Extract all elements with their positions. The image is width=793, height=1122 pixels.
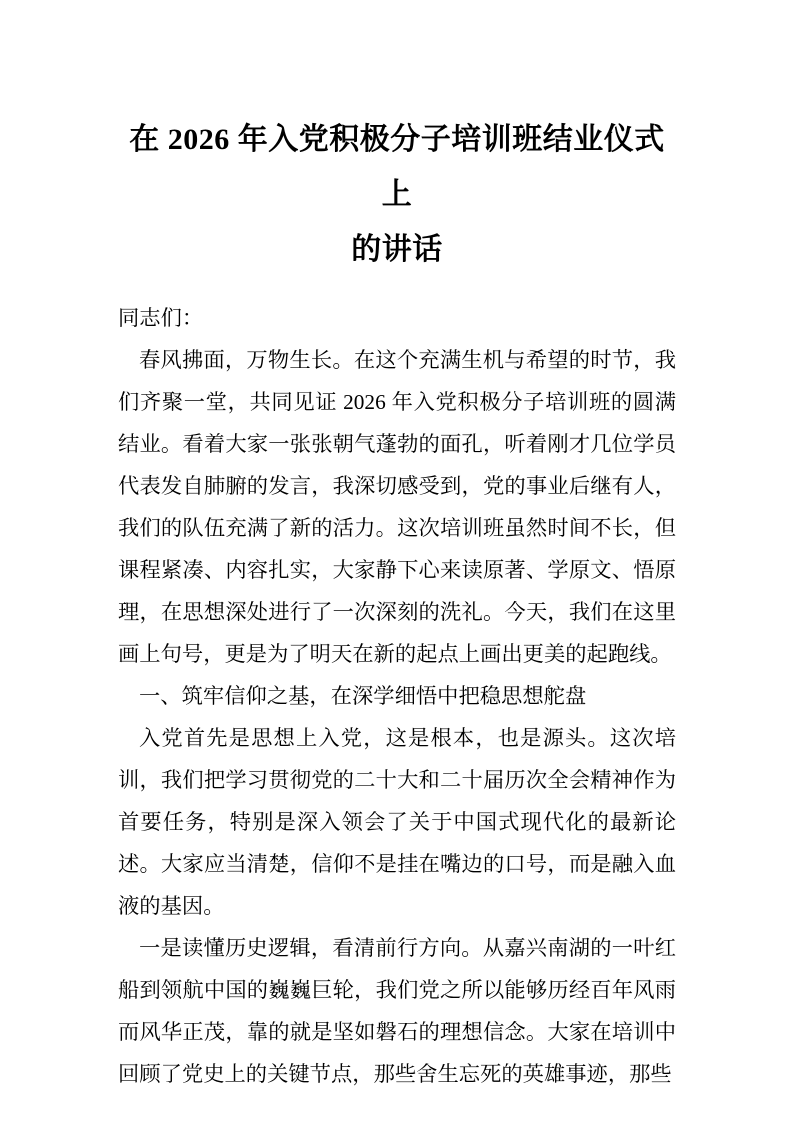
paragraph-point-1: 一是读懂历史逻辑，看清前行方向。从嘉兴南湖的一叶红船到领航中国的巍巍巨轮，我们党之所以能够历经百年风雨而风华正茂，靠的就是坚如磐石的理想信念。大家在培训中回顾了党史上的关键节点，那些舍生忘死的英雄事迹，那些: [118, 936, 676, 1086]
paragraph-section-1: 入党首先是思想上入党，这是根本，也是源头。这次培训，我们把学习贯彻党的二十大和二十届历次全会精神作为首要任务，特别是深入领会了关于中国式现代化的最新论述。大家应当清楚，信仰不是挂在嘴边的口号，而是融入血液的基因。: [118, 726, 676, 918]
paragraph-opening: 春风拂面，万物生长。在这个充满生机与希望的时节，我们齐聚一堂，共同见证 2026 年入党积极分子培训班的圆满结业。看着大家一张张朝气蓬勃的面孔，听着刚才几位学员代表发自肺腑的发言，我深切感受到，党的事业后继有人，我们的队伍充满了新的活力。这次培训班虽然时间不长，但课程紧凑、内容扎实，大家静下心来读原著、学原文、悟原理，在思想深处进行了一次深刻的洗礼。今天，我们在这里画上句号，更是为了明天在新的起点上画出更美的起跑线。: [118, 348, 676, 666]
document-body: [118, 297, 676, 1095]
document-title-line-2: 的讲话: [351, 233, 443, 266]
document-title-line-1: 在 2026 年入党积极分子培训班结业仪式上: [129, 123, 665, 211]
document-title: [118, 112, 676, 277]
salutation: 同志们：: [118, 306, 204, 330]
section-heading-1: 一、筑牢信仰之基，在深学细悟中把稳思想舵盘: [139, 684, 587, 708]
